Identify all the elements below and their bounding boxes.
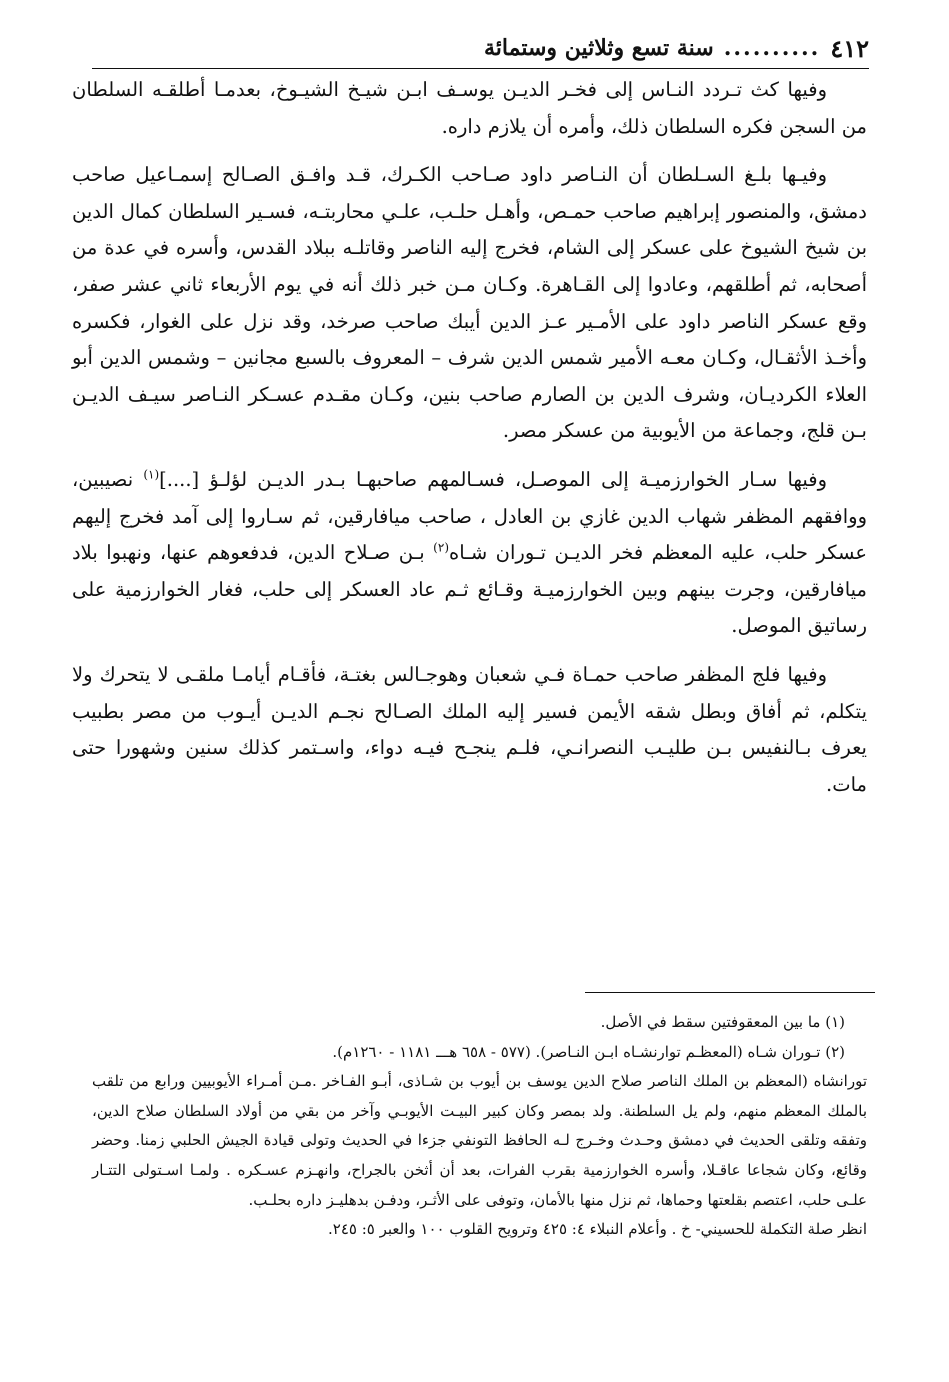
footnote-ref-1: (١): [143, 467, 160, 482]
paragraph-1: وفيها كث تـردد النـاس إلى فخـر الديـن يوسـف ابـن شيـخ الشيـوخ، بعدمـا أطلقـه السلطان من السجن فكره السلطان ذلك، وأمره أن يلازم داره.: [72, 78, 867, 138]
footnotes: [92, 1008, 867, 1245]
footnote-ref-2: (٢): [433, 540, 449, 555]
main-text: [72, 72, 867, 815]
footnote-2-sources: انظر صلة التكملة للحسيني- خ . وأعلام النبلاء ٤: ٤٢٥ وترويح القلوب ١٠٠ والعبر ٥: ٢٤٥.: [327, 1220, 867, 1239]
paragraph-3-part-1: وفيها سـار الخوارزميـة إلى الموصـل، فسـالمهم صاحبهـا بـدر الديـن لؤلـؤ [....]: [159, 467, 828, 491]
paragraph-3-part-3: بـن صـلاح الدين، فدفعوهم عنها، ونهبوا بلاد ميافارقين، وجرت بينهم وبين الخوارزميـة وقـائع ثـم عاد العسكر إلى حلب، فغار الخوارزمية على رساتيق الموصل.: [72, 541, 867, 638]
paragraph-3-part-2: نصيبين، ووافقهم المظفر شهاب الدين غازي بن العادل ، صاحب ميافارقين، ثم سـاروا إلى آمد فخرج إليهم عسكر حلب، عليه المعظم فخر الديـن تـوران شـاه: [72, 467, 867, 565]
footnote-1: (١) ما بين المعقوفتين سقط في الأصل.: [600, 1013, 845, 1031]
page-number: ٤١٢: [830, 33, 869, 63]
footnote-2-body: تورانشاه (المعظم بن الملك الناصر صلاح الدين يوسف بن أيوب بن شـاذى، أبـو الفـاخر .مـن أمـراء الأيوبيين ورابع من تلقب بالملك المعظم منهم، ولم يل السلطنة. ولد بمصر وكان كبير البيـت الأيوبـي وآخر من بقي من أولاد السلطان صلاح الدين، وتفقه وتلقى الحديث في دمشق وحـدث وخـرج لـه الحافظ التونفي جزءا في الحديث وتولى قيادة الجيش الحلبي زمنا. وحضر وقائع، وكان شجاعا عاقـلا، وأسره الخوارزمية بقرب الفرات، بعد أن أثخن بالجراح، وانهـزم عسـكره . ولمـا اسـتولى التتـار علـى حلب، اعتصم بقلعتها وحماها، ثم نزل منها بالأمان، وتوفى على الأثـر، ودفـن بدهليـز داره بحلـب.: [92, 1072, 867, 1209]
footnote-2: (٢) تـوران شـاه (المعظـم توارنشـاه ابـن النـاصر). (٥٧٧ - ٦٥٨ هـــ ١١٨١ - ١٢٦٠م).: [332, 1042, 845, 1061]
header-title: سنة تسع وثلاثين وستمائة: [484, 35, 714, 61]
header-dots: ..........: [723, 35, 821, 61]
paragraph-4: وفيها فلج المظفر صاحب حمـاة فـي شعبان وهوجـالس بغتـة، فأقـام أيامـا ملقـى لا يتحرك ولا يتكلم، ثم أفاق وبطل شقه الأيمن فسير إليه الملك الصـالح نجـم الديـن أيـوب من مصر بطبيب يعرف بـالنفيس بـن طليـب النصرانـي، فلـم ينجـح فيـه دواء، واسـتمر كذلك سنين وشهورا حتى مات.: [72, 662, 867, 796]
footnote-divider: [585, 992, 875, 993]
paragraph-2: وفيـها بلـغ السـلطان أن النـاصر داود صـاحب الكـرك، قـد وافـق الصـالح إسمـاعيل صاحب دمشق، والمنصور إبراهيم صاحب حمـص، وأهـل حلـب، علـي محاربتـه، فسـير السلطان كمال الدين بن شيخ الشيوخ على عسكر إلى الشام، فخرج إليه الناصر وقاتلـه ببلاد القدس، وأسره في عدة من أصحابه، ثم أطلقهم، وعادوا إلى القـاهرة. وكـان مـن خبر ذلك أنه في يوم الأربعاء ثاني عشر صفر، وقع عسكر الناصر داود على الأمـير عـز الدين أيبك صاحب صرخد، وقد نزل على الغوار، فكسره وأخـذ الأثقـال، وكـان معـه الأمير شمس الدين شرف – المعروف بالسبع مجانين – وشمس الدين أبو العلاء الكرديـان، وشرف الدين بن الصارم صاحب بنين، وكـان مقـدم عسـكر النـاصر سيـف الديـن بـن قلج، وجماعة من الأيوبية من عسكر مصر.: [72, 163, 867, 443]
paragraph-3: [72, 462, 867, 645]
running-header: [92, 28, 869, 69]
